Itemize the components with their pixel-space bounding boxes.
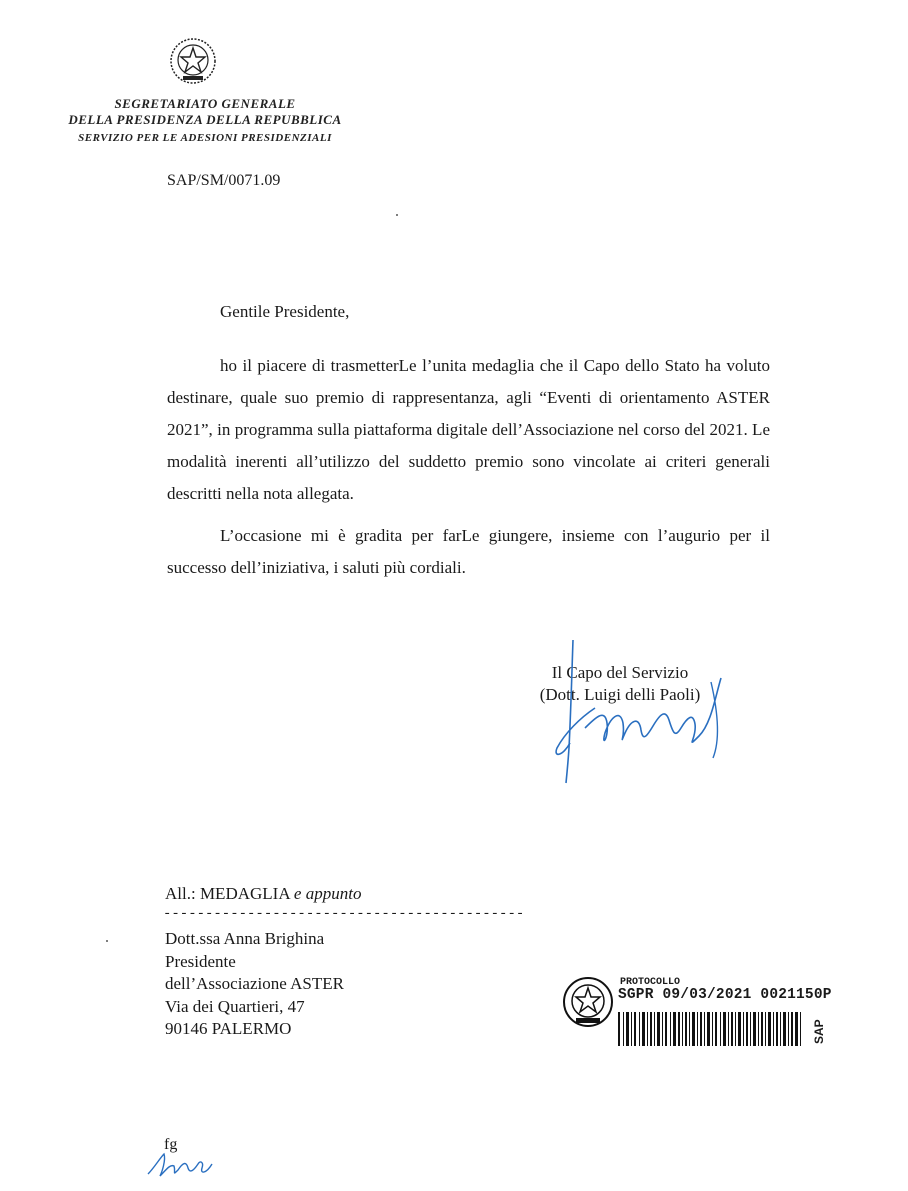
paragraph-2 <box>167 520 770 584</box>
recipient-name: Dott.ssa Anna Brighina <box>165 929 325 948</box>
paragraph-1-text: ho il piacere di trasmetterLe l’unita medaglia che il Capo dello Stato ha voluto destinare, quale suo premio di rappresentanza, agli “Eventi di orientamento ASTER 2021”, in programma sulla piattaforma digitale dell’Associazione nel corso del 2021. Le modalità inerenti all’utilizzo del suddetto premio sono vincolate ai criteri generali descritti nella nota allegata. <box>167 356 770 503</box>
paragraph-1 <box>167 350 770 510</box>
recipient-address <box>165 928 344 1041</box>
attachments-prefix: All.: MEDAGLIA <box>165 884 290 903</box>
stamp-emblem-icon <box>564 978 612 1026</box>
stamp-department: SAP <box>812 1019 826 1044</box>
typist-initials: fg <box>164 1136 178 1153</box>
attachments-line <box>165 884 361 904</box>
handwritten-initials <box>146 1150 216 1180</box>
paragraph-2-text: L’occasione mi è gradita per farLe giungere, insieme con l’augurio per il successo dell’iniziativa, i saluti più cordiali. <box>167 526 770 577</box>
barcode-icon <box>618 1012 801 1046</box>
signature-title: Il Capo del Servizio <box>551 663 689 682</box>
separator-line: ------------------------------------------- <box>163 906 525 922</box>
stamp-code: SGPR 09/03/2021 0021150P <box>618 987 832 1003</box>
header-line-2: DELLA PRESIDENZA DELLA REPUBBLICA <box>68 112 342 127</box>
header-line-1: SEGRETARIATO GENERALE <box>114 96 296 111</box>
recipient-role: Presidente <box>165 951 236 971</box>
salutation: Gentile Presidente, <box>220 302 350 321</box>
attachments-suffix: e appunto <box>293 884 362 903</box>
protocol-number: SAP/SM/0071.09 <box>167 172 281 189</box>
scan-speck <box>396 214 398 216</box>
protocol-stamp <box>560 972 830 1050</box>
signature-name: (Dott. Luigi delli Paoli) <box>539 685 701 704</box>
republic-emblem-icon <box>168 36 218 86</box>
handwritten-signature <box>535 638 735 788</box>
scan-speck <box>106 940 108 942</box>
header-line-3: SERVIZIO PER LE ADESIONI PRESIDENZIALI <box>78 132 332 144</box>
recipient-city: 90146 PALERMO <box>165 1019 292 1038</box>
stamp-label: PROTOCOLLO <box>620 977 681 988</box>
recipient-organization: dell’Associazione ASTER <box>165 974 344 993</box>
recipient-street: Via dei Quartieri, 47 <box>165 996 305 1016</box>
